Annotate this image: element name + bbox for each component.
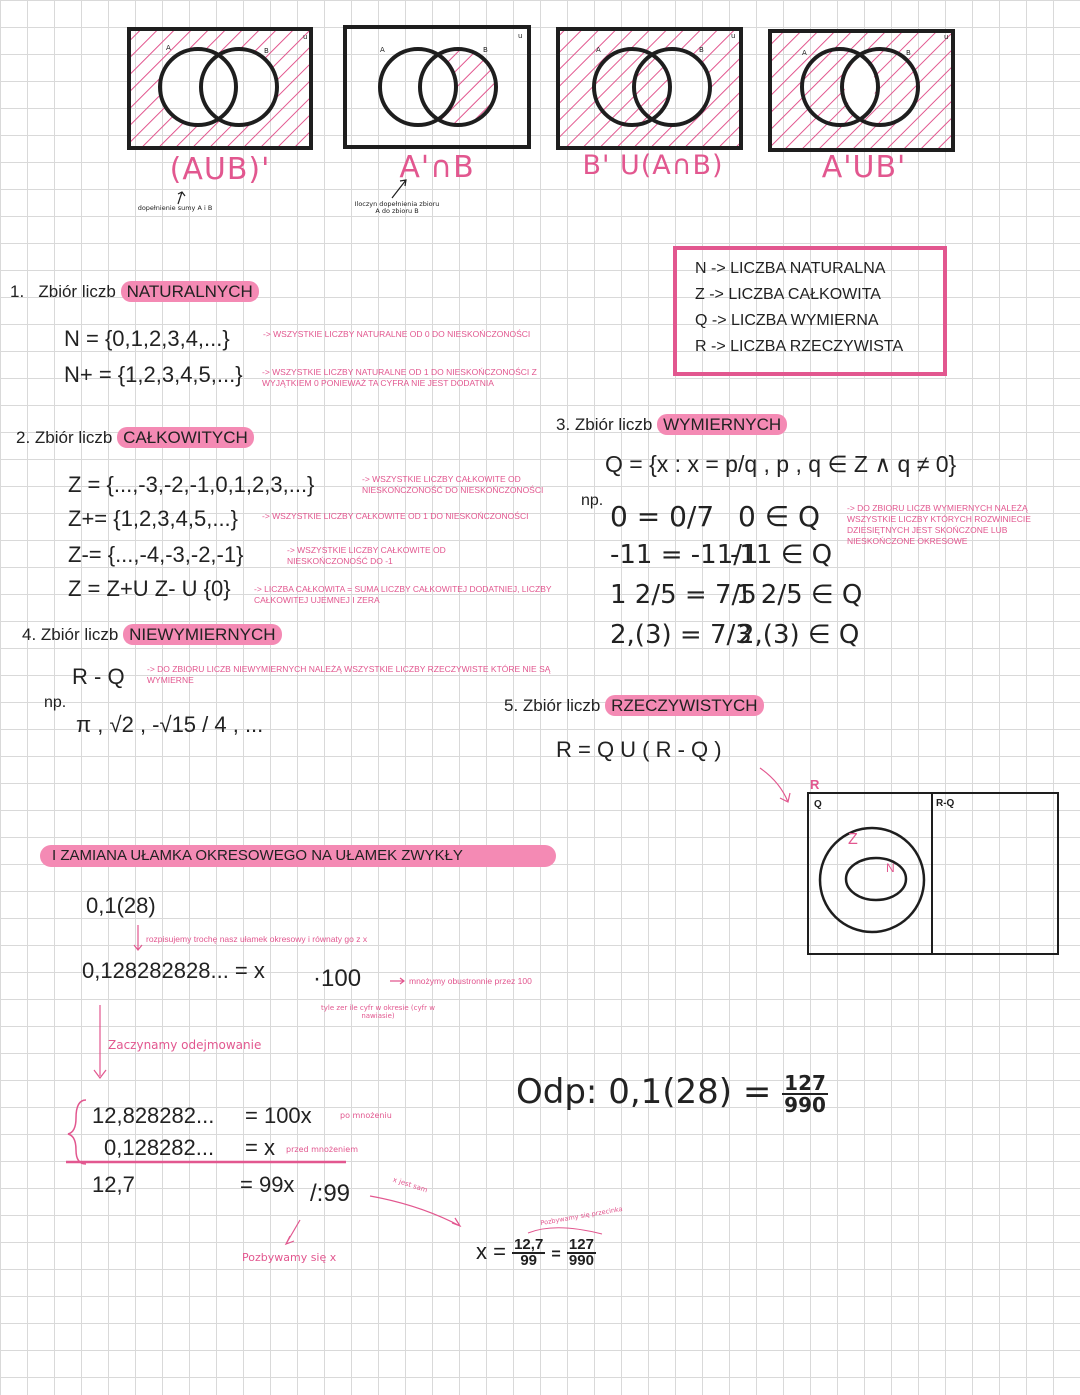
- section-1-number: 1.: [10, 282, 25, 301]
- section-3-example-2-left: -11 = -11/1: [610, 540, 759, 570]
- answer-d: 990: [784, 1092, 826, 1117]
- section-2-prefix: 2. Zbiór liczb: [16, 428, 113, 447]
- section-2-eq-zminus: Z-= {...,-4,-3,-2,-1}: [68, 542, 244, 567]
- legend-row-q: Q -> LICZBA WYMIERNA: [695, 312, 879, 329]
- x-frac-2-d: 990: [568, 1252, 594, 1269]
- section-4-prefix: 4. Zbiór liczb: [22, 625, 119, 644]
- section-4-eq: R - Q: [72, 664, 125, 689]
- legend-row-z: Z -> LICZBA CAŁKOWITA: [695, 286, 881, 303]
- section-1-eq-nplus: N+ = {1,2,3,4,5,...}: [64, 362, 243, 387]
- section-1-note-n: -> WSZYSTKIE LICZBY NATURALNE OD 0 DO NIESKOŃCZONOŚCI: [263, 329, 531, 339]
- section-4-np: np.: [44, 694, 67, 711]
- arrow-up-icon: [286, 1220, 300, 1244]
- section-3-example-1-left: 0 = 0/7: [610, 500, 715, 533]
- row3-div: /:99: [310, 1180, 351, 1207]
- section-2-note-z: -> WSZYSTKIE LICZBY CAŁKOWITE OD NIESKOŃCZONOŚĆ DO NIESKOŃCZONOŚCI: [362, 474, 544, 495]
- venn-2-a: A: [380, 46, 385, 54]
- section-4-highlight: NIEWYMIERNYCH: [123, 624, 281, 645]
- legend-row-n: N -> LICZBA NATURALNA: [695, 260, 886, 277]
- answer-n: 127: [784, 1070, 826, 1095]
- conversion-start: 0,1(28): [86, 893, 156, 918]
- section-5-eq: R = Q U ( R - Q ): [556, 737, 722, 762]
- section-1-note-nplus: -> WSZYSTKIE LICZBY NATURALNE OD 1 DO NIESKOŃCZONOŚCI Z WYJĄTKIEM 0 PONIEWAŻ TA CYFRA NIE JEST DODATNIA: [262, 367, 537, 388]
- note-pozbywamy: Pozbywamy się x: [242, 1251, 337, 1264]
- x-result: x = $\frac{12,7}{99}$ = $\frac{127}{990}$: [476, 1236, 594, 1269]
- conversion-note-subtract: Zaczynamy odejmowanie: [108, 1038, 262, 1052]
- row1-note: po mnożeniu: [340, 1111, 392, 1120]
- venn-3-label: B' U(A∩B): [582, 150, 724, 181]
- row2-note: przed mnożeniem: [286, 1145, 358, 1154]
- x-frac-1: [512, 1238, 545, 1268]
- venn-4-u: u: [944, 33, 949, 41]
- diagram-r-label: R: [810, 777, 820, 792]
- x-frac-2: [567, 1238, 596, 1268]
- row3-right: = 99x: [240, 1172, 295, 1197]
- section-1-highlight: NATURALNYCH: [121, 281, 259, 302]
- conversion-note-mult: mnożymy obustronnie przez 100: [409, 976, 532, 986]
- row1-right: = 100x: [245, 1103, 312, 1128]
- conversion-line2: 0,128282828... = x: [82, 958, 265, 983]
- section-3-example-1-right: 0 ∈ Q: [738, 500, 821, 533]
- conversion-title: I ZAMIANA UŁAMKA OKRESOWEGO NA UŁAMEK ZWYKŁY: [52, 847, 463, 864]
- answer-prefix: Odp: 0,1(28) =: [516, 1072, 772, 1112]
- conversion-note-rewrite: rozpisujemy trochę nasz ułamek okresowy i równaty go z x: [146, 934, 368, 944]
- note-pozbywamy-przecinka: Pozbywamy się przecinka: [539, 1204, 624, 1228]
- row3-left: 12,7: [92, 1172, 135, 1197]
- venn-4-a: A: [802, 49, 807, 57]
- row2-left: 0,128282...: [104, 1135, 215, 1160]
- venn-1-label: (AUB)': [169, 152, 271, 187]
- section-4-examples: π , √2 , -√15 / 4 , ...: [76, 712, 264, 737]
- section-3-eq: Q = {x : x = p/q , p , q ∈ Z ∧ q ≠ 0}: [605, 451, 957, 477]
- section-2-note-union: -> LICZBA CAŁKOWITA = SUMA LICZBY CAŁKOWITEJ DODATNIEJ, LICZBY CAŁKOWITEJ UJEMNEJ I ZERA: [254, 584, 552, 605]
- section-5-prefix: 5. Zbiór liczb: [504, 696, 601, 715]
- venn-1-u: u: [303, 33, 308, 41]
- section-3-example-3-left: 1 2/5 = 7/5: [610, 580, 757, 610]
- section-5-highlight: RZECZYWISTYCH: [605, 695, 763, 716]
- answer: [516, 1072, 828, 1115]
- section-1-prefix: Zbiór liczb: [38, 282, 116, 301]
- section-3-prefix: 3. Zbiór liczb: [556, 415, 653, 434]
- section-3-example-3-right: 1 2/5 ∈ Q: [736, 580, 863, 610]
- section-1-eq-n: N = {0,1,2,3,4,...}: [64, 326, 230, 351]
- section-3-np: np.: [581, 492, 604, 509]
- x-frac-1-n: 12,7: [514, 1236, 544, 1253]
- diagram-n-label: N: [886, 861, 895, 875]
- venn-4-label: A'UB': [821, 150, 907, 185]
- arrow-right-icon: [390, 978, 404, 984]
- conversion-mult: ·100: [313, 965, 362, 992]
- diagram-rq-label: R-Q: [936, 798, 955, 809]
- venn-2-b: B: [483, 46, 488, 54]
- section-2-note-zminus: -> WSZYSTKIE LICZBY CAŁKOWITE OD NIESKOŃCZONOŚĆ DO -1: [287, 545, 446, 566]
- venn-annotation-1: dopełnienie sumy A i B: [137, 204, 213, 212]
- section-2-eq-zplus: Z+= {1,2,3,4,5,...}: [68, 506, 239, 531]
- section-2-note-zplus: -> WSZYSTKIE LICZBY CAŁKOWITE OD 1 DO NIESKOŃCZONOŚCI: [262, 511, 529, 521]
- venn-3-u: u: [731, 32, 736, 40]
- note-x-jest: x jest sam: [391, 1175, 429, 1195]
- row2-right: = x: [245, 1135, 275, 1160]
- x-frac-1-d: 99: [520, 1252, 538, 1269]
- venn-annotation-2: Iloczyn dopełnienia zbioru A do zbioru B: [354, 200, 440, 215]
- venn-1-a: A: [166, 44, 171, 52]
- venn-4-b: B: [906, 49, 911, 57]
- row1-left: 12,828282...: [92, 1103, 215, 1128]
- arrow-curve-icon: [370, 1196, 460, 1226]
- diagram-q-label: Q: [814, 799, 822, 810]
- x-eq: x =: [476, 1238, 506, 1264]
- arrow-arc-icon: [528, 1228, 602, 1234]
- legend-row-r: R -> LICZBA RZECZYWISTA: [695, 338, 904, 355]
- conversion-note-tyle: tyle zer ile cyfr w okresie (cyfr w nawiasie): [321, 1004, 435, 1020]
- x-frac-2-n: 127: [568, 1236, 594, 1253]
- section-3-example-4-left: 2,(3) = 7/3: [610, 620, 752, 650]
- arrow-down-long-icon: [94, 1005, 106, 1078]
- section-3-example-2-right: -11 ∈ Q: [730, 540, 833, 570]
- venn-2-u: u: [518, 32, 523, 40]
- section-4-note: -> DO ZBIORU LICZB NIEWYMIERNYCH NALEŻĄ WSZYSTKIE LICZBY RZECZYWISTE KTÓRE NIE SĄ WYMIERNE: [147, 664, 551, 685]
- arrow-down-icon: [134, 925, 142, 950]
- venn-1-b: B: [264, 47, 269, 55]
- section-3-note: -> DO ZBIORU LICZB WYMIERNYCH NALEŻĄ WSZYSTKIE LICZBY KTÓRYCH ROZWINIECIE DZIESIĘTNYCH JEST SKOŃCZONE LUB NIESKOŃCZONE OKRESOWE: [847, 503, 1031, 546]
- answer-frac: [782, 1070, 828, 1117]
- section-2-eq-z: Z = {...,-3,-2,-1,0,1,2,3,...}: [68, 472, 315, 497]
- section-2-eq-union: Z = Z+U Z- U {0}: [68, 576, 231, 601]
- venn-3-b: B: [699, 46, 704, 54]
- venn-3-a: A: [596, 46, 601, 54]
- diagram-z-label: Z: [848, 831, 858, 848]
- section-3-highlight: WYMIERNYCH: [657, 414, 787, 435]
- brace-icon: [68, 1100, 86, 1164]
- section-3-example-4-right: 2,(3) ∈ Q: [738, 620, 860, 650]
- section-2-highlight: CAŁKOWITYCH: [117, 427, 254, 448]
- venn-2-label: A'∩B: [399, 150, 475, 185]
